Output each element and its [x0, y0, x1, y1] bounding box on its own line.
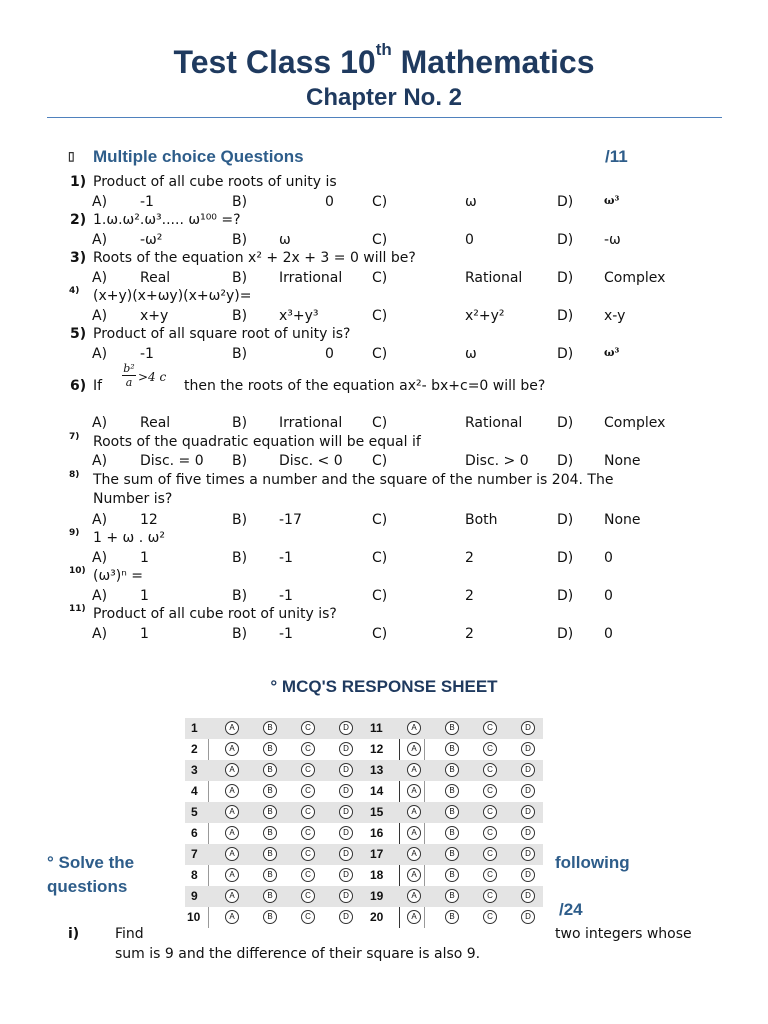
- answer-bubble-a[interactable]: A: [407, 847, 421, 861]
- answer-bubble-b[interactable]: B: [445, 847, 459, 861]
- answer-bubble-b[interactable]: B: [263, 868, 277, 882]
- answer-bubble-a[interactable]: A: [225, 826, 239, 840]
- option-value: None: [604, 453, 641, 469]
- answer-bubble-d[interactable]: D: [521, 847, 535, 861]
- option-value: -1: [279, 626, 293, 642]
- answer-bubble-b[interactable]: B: [445, 763, 459, 777]
- response-row-number: 20: [370, 910, 384, 924]
- response-row-number: 6: [191, 826, 198, 840]
- option-value: Disc. > 0: [465, 453, 529, 469]
- response-row: [185, 823, 543, 844]
- response-row: [185, 739, 543, 760]
- page-title: [0, 40, 768, 81]
- option-value: -1: [279, 550, 293, 566]
- option-value: Complex: [604, 415, 666, 431]
- option-value: 0: [604, 588, 613, 604]
- response-row-number: 15: [370, 805, 384, 819]
- answer-bubble-a[interactable]: A: [225, 847, 239, 861]
- answer-bubble-a[interactable]: A: [407, 910, 421, 924]
- answer-bubble-b[interactable]: B: [263, 763, 277, 777]
- option-letter: B): [232, 453, 248, 469]
- option-letter: A): [92, 512, 108, 528]
- option-letter: B): [232, 550, 248, 566]
- option-value: ω: [279, 232, 291, 248]
- answer-bubble-c[interactable]: C: [483, 826, 497, 840]
- question-number: 7): [69, 432, 80, 442]
- response-row-number: 3: [191, 763, 198, 777]
- question-number: 8): [69, 470, 80, 480]
- answer-bubble-d[interactable]: D: [521, 910, 535, 924]
- question-number: 9): [69, 528, 80, 538]
- option-value: 2: [465, 550, 474, 566]
- option-value: 2: [465, 626, 474, 642]
- option-letter: C): [372, 308, 388, 324]
- answer-bubble-d[interactable]: D: [339, 826, 353, 840]
- option-letter: C): [372, 626, 388, 642]
- question-number: 10): [69, 566, 86, 576]
- answer-bubble-d[interactable]: D: [339, 910, 353, 924]
- option-letter: D): [557, 626, 574, 642]
- solve-heading-left: ° Solve the: [47, 853, 135, 872]
- answer-bubble-d[interactable]: D: [521, 784, 535, 798]
- option-letter: B): [232, 512, 248, 528]
- answer-bubble-c[interactable]: C: [301, 826, 315, 840]
- answer-bubble-a[interactable]: A: [225, 742, 239, 756]
- option-letter: D): [557, 512, 574, 528]
- option-value: Disc. < 0: [279, 453, 343, 469]
- answer-bubble-d[interactable]: D: [521, 805, 535, 819]
- question-text: Product of all cube root of unity is?: [93, 606, 337, 622]
- option-value: 1: [140, 588, 149, 604]
- option-value: 0: [604, 626, 613, 642]
- option-letter: C): [372, 270, 388, 286]
- option-value: 1: [140, 626, 149, 642]
- response-row-number: 16: [370, 826, 384, 840]
- answer-bubble-c[interactable]: C: [301, 763, 315, 777]
- question-text-line2: Number is?: [93, 491, 173, 507]
- answer-bubble-c[interactable]: C: [301, 889, 315, 903]
- answer-bubble-b[interactable]: B: [445, 889, 459, 903]
- option-letter: D): [557, 588, 574, 604]
- question-text: The sum of five times a number and the square of the number is 204. The: [93, 472, 614, 488]
- response-row-number: 9: [191, 889, 198, 903]
- response-row-number: 8: [191, 868, 198, 882]
- question-number: 1): [70, 174, 87, 190]
- answer-bubble-c[interactable]: C: [301, 868, 315, 882]
- option-value: Both: [465, 512, 498, 528]
- question-number: 4): [69, 286, 80, 296]
- answer-bubble-a[interactable]: A: [225, 805, 239, 819]
- question-text: Product of all cube roots of unity is: [93, 174, 337, 190]
- response-sheet-title: ° MCQ'S RESPONSE SHEET: [270, 677, 498, 696]
- answer-bubble-c[interactable]: C: [301, 784, 315, 798]
- answer-bubble-d[interactable]: D: [339, 742, 353, 756]
- question-number: 5): [70, 326, 87, 342]
- answer-bubble-c[interactable]: C: [483, 805, 497, 819]
- solve-heading-left-2: questions: [47, 877, 128, 896]
- answer-bubble-b[interactable]: B: [445, 868, 459, 882]
- fraction: [122, 362, 136, 389]
- answer-bubble-c[interactable]: C: [483, 742, 497, 756]
- question-number: 11): [69, 604, 86, 614]
- answer-bubble-b[interactable]: B: [445, 805, 459, 819]
- option-letter: D): [557, 415, 574, 431]
- answer-bubble-d[interactable]: D: [339, 868, 353, 882]
- solve-question-text-line2: sum is 9 and the difference of their square is also 9.: [115, 946, 481, 962]
- title-text: Test Class 10: [173, 44, 376, 80]
- question-text: 1.ω.ω².ω³..... ω¹⁰⁰ =?: [93, 212, 241, 228]
- response-row-number: 13: [370, 763, 384, 777]
- option-letter: C): [372, 232, 388, 248]
- answer-bubble-b[interactable]: B: [445, 826, 459, 840]
- option-letter: B): [232, 232, 248, 248]
- answer-bubble-d[interactable]: D: [521, 868, 535, 882]
- answer-bubble-a[interactable]: A: [407, 889, 421, 903]
- mcq-marks: /11: [605, 147, 628, 166]
- response-row: [185, 802, 543, 823]
- answer-bubble-a[interactable]: A: [225, 910, 239, 924]
- answer-bubble-b[interactable]: B: [445, 742, 459, 756]
- answer-bubble-c[interactable]: C: [483, 763, 497, 777]
- answer-bubble-c[interactable]: C: [301, 910, 315, 924]
- answer-bubble-a[interactable]: A: [225, 784, 239, 798]
- question-text: (ω³)ⁿ =: [93, 568, 144, 584]
- option-value: None: [604, 512, 641, 528]
- answer-bubble-d[interactable]: D: [339, 847, 353, 861]
- option-value: -17: [279, 512, 302, 528]
- option-letter: A): [92, 626, 108, 642]
- solve-question-text: Find: [115, 926, 144, 942]
- option-letter: C): [372, 512, 388, 528]
- option-letter: C): [372, 346, 388, 362]
- answer-bubble-a[interactable]: A: [407, 805, 421, 819]
- answer-bubble-d[interactable]: D: [521, 826, 535, 840]
- response-row-number: 7: [191, 847, 198, 861]
- option-letter: A): [92, 415, 108, 431]
- option-letter: D): [557, 308, 574, 324]
- option-letter: B): [232, 270, 248, 286]
- title-text-rest: Mathematics: [391, 44, 595, 80]
- option-value: x³+y³: [279, 308, 319, 324]
- response-row-number: 10: [187, 910, 201, 924]
- option-value: 2: [465, 588, 474, 604]
- question-text: Product of all square root of unity is?: [93, 326, 351, 342]
- option-letter: A): [92, 308, 108, 324]
- option-letter: C): [372, 194, 388, 210]
- option-value: 0: [325, 346, 334, 362]
- answer-bubble-d[interactable]: D: [339, 721, 353, 735]
- answer-bubble-b[interactable]: B: [445, 721, 459, 735]
- option-value: 0: [325, 194, 334, 210]
- solve-marks: /24: [559, 900, 583, 919]
- answer-bubble-d[interactable]: D: [339, 763, 353, 777]
- answer-bubble-b[interactable]: B: [263, 805, 277, 819]
- answer-bubble-c[interactable]: C: [483, 889, 497, 903]
- answer-bubble-b[interactable]: B: [263, 721, 277, 735]
- option-letter: B): [232, 308, 248, 324]
- answer-bubble-b[interactable]: B: [445, 910, 459, 924]
- question-text: (x+y)(x+ωy)(x+ω²y)=: [93, 288, 252, 304]
- option-value: -ω: [604, 232, 621, 248]
- question-number: 3): [70, 250, 87, 266]
- option-value: Rational: [465, 415, 523, 431]
- answer-bubble-c[interactable]: C: [483, 847, 497, 861]
- answer-bubble-b[interactable]: B: [263, 889, 277, 903]
- answer-bubble-b[interactable]: B: [445, 784, 459, 798]
- question-number: 6): [70, 378, 87, 394]
- option-value: ω³: [604, 194, 620, 207]
- answer-bubble-a[interactable]: A: [225, 721, 239, 735]
- question-text: Roots of the quadratic equation will be equal if: [93, 434, 421, 450]
- response-row-number: 1: [191, 721, 198, 735]
- question-text: >4 c: [138, 370, 167, 384]
- response-row-number: 17: [370, 847, 384, 861]
- response-row: [185, 865, 543, 886]
- response-row: [185, 760, 543, 781]
- response-row: [185, 844, 543, 865]
- answer-bubble-c[interactable]: C: [301, 847, 315, 861]
- answer-bubble-d[interactable]: D: [521, 763, 535, 777]
- option-letter: D): [557, 270, 574, 286]
- answer-bubble-b[interactable]: B: [263, 847, 277, 861]
- answer-bubble-a[interactable]: A: [225, 763, 239, 777]
- option-letter: D): [557, 346, 574, 362]
- answer-bubble-c[interactable]: C: [301, 805, 315, 819]
- answer-bubble-a[interactable]: A: [407, 868, 421, 882]
- answer-bubble-b[interactable]: B: [263, 784, 277, 798]
- answer-bubble-c[interactable]: C: [483, 784, 497, 798]
- response-row-number: 12: [370, 742, 384, 756]
- option-letter: A): [92, 550, 108, 566]
- answer-bubble-d[interactable]: D: [339, 889, 353, 903]
- question-text: 1 + ω . ω²: [93, 530, 165, 546]
- option-value: 0: [465, 232, 474, 248]
- answer-bubble-a[interactable]: A: [407, 721, 421, 735]
- solve-question-text-cont: two integers whose: [555, 926, 692, 942]
- question-number: 2): [70, 212, 87, 228]
- option-value: ω: [465, 346, 477, 362]
- answer-bubble-a[interactable]: A: [407, 826, 421, 840]
- answer-bubble-b[interactable]: B: [263, 910, 277, 924]
- solve-question-number: i): [68, 926, 80, 942]
- option-value: Real: [140, 415, 171, 431]
- option-value: Complex: [604, 270, 666, 286]
- option-value: x+y: [140, 308, 169, 324]
- answer-bubble-b[interactable]: B: [263, 826, 277, 840]
- answer-bubble-c[interactable]: C: [483, 721, 497, 735]
- response-sheet: [185, 718, 543, 928]
- response-row: [185, 907, 543, 928]
- option-letter: C): [372, 453, 388, 469]
- answer-bubble-a[interactable]: A: [407, 763, 421, 777]
- page-subtitle: Chapter No. 2: [305, 84, 463, 111]
- fraction-numerator: b²: [123, 362, 135, 375]
- option-letter: B): [232, 346, 248, 362]
- option-letter: D): [557, 194, 574, 210]
- answer-bubble-c[interactable]: C: [301, 742, 315, 756]
- option-letter: B): [232, 588, 248, 604]
- solve-heading-right: following: [555, 853, 630, 872]
- option-value: Real: [140, 270, 171, 286]
- option-letter: A): [92, 194, 108, 210]
- answer-bubble-a[interactable]: A: [407, 784, 421, 798]
- section-bullet-icon: ▯: [68, 149, 75, 163]
- option-value: -ω²: [140, 232, 163, 248]
- option-letter: C): [372, 588, 388, 604]
- question-text: Roots of the equation x² + 2x + 3 = 0 will be?: [93, 250, 416, 266]
- option-value: -1: [140, 346, 154, 362]
- answer-bubble-a[interactable]: A: [225, 868, 239, 882]
- option-value: 12: [140, 512, 158, 528]
- answer-bubble-a[interactable]: A: [225, 889, 239, 903]
- answer-bubble-c[interactable]: C: [301, 721, 315, 735]
- answer-bubble-b[interactable]: B: [263, 742, 277, 756]
- question-text: then the roots of the equation ax²- bx+c=0 will be?: [184, 378, 546, 394]
- option-value: -1: [279, 588, 293, 604]
- option-value: Irrational: [279, 415, 343, 431]
- option-letter: A): [92, 270, 108, 286]
- option-value: 0: [604, 550, 613, 566]
- answer-bubble-a[interactable]: A: [407, 742, 421, 756]
- question-text: If: [93, 378, 103, 394]
- fraction-denominator: a: [125, 376, 133, 389]
- answer-bubble-d[interactable]: D: [521, 742, 535, 756]
- option-letter: D): [557, 453, 574, 469]
- answer-bubble-d[interactable]: D: [339, 784, 353, 798]
- option-value: ω³: [604, 346, 620, 359]
- option-value: x-y: [604, 308, 626, 324]
- option-value: ω: [465, 194, 477, 210]
- response-row-number: 2: [191, 742, 198, 756]
- answer-bubble-d[interactable]: D: [521, 721, 535, 735]
- answer-bubble-d[interactable]: D: [521, 889, 535, 903]
- option-letter: A): [92, 588, 108, 604]
- option-letter: C): [372, 550, 388, 566]
- response-row: [185, 886, 543, 907]
- response-row-number: 11: [370, 721, 383, 735]
- option-value: x²+y²: [465, 308, 505, 324]
- header-rule: [47, 117, 722, 118]
- title-superscript: th: [375, 40, 392, 59]
- answer-bubble-c[interactable]: C: [483, 910, 497, 924]
- option-value: -1: [140, 194, 154, 210]
- mcq-heading: Multiple choice Questions: [93, 147, 304, 166]
- response-row: [185, 718, 543, 739]
- response-row-number: 18: [370, 868, 384, 882]
- response-row-number: 5: [191, 805, 198, 819]
- option-letter: C): [372, 415, 388, 431]
- response-row-number: 14: [370, 784, 384, 798]
- answer-bubble-c[interactable]: C: [483, 868, 497, 882]
- answer-bubble-d[interactable]: D: [339, 805, 353, 819]
- response-row-number: 19: [370, 889, 384, 903]
- option-value: 1: [140, 550, 149, 566]
- option-letter: D): [557, 550, 574, 566]
- option-letter: B): [232, 415, 248, 431]
- option-letter: A): [92, 453, 108, 469]
- option-value: Irrational: [279, 270, 343, 286]
- option-letter: A): [92, 232, 108, 248]
- option-value: Rational: [465, 270, 523, 286]
- option-value: Disc. = 0: [140, 453, 204, 469]
- response-row: [185, 781, 543, 802]
- option-letter: D): [557, 232, 574, 248]
- option-letter: A): [92, 346, 108, 362]
- option-letter: B): [232, 626, 248, 642]
- option-letter: B): [232, 194, 248, 210]
- response-row-number: 4: [191, 784, 198, 798]
